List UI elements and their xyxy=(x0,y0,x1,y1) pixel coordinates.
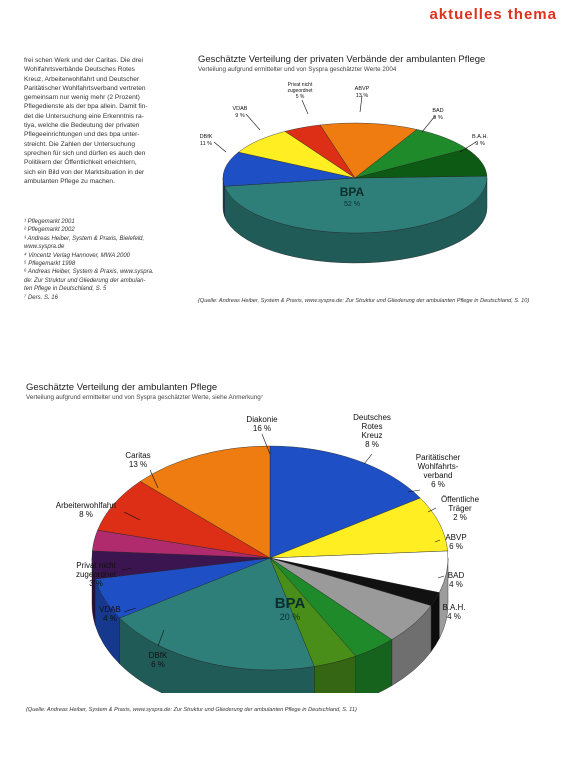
slice-label-öffentliche-träger xyxy=(441,495,480,522)
text-line: frei schen Werk und der Caritas. Die drei xyxy=(24,57,143,64)
label-line: Rotes xyxy=(361,422,383,431)
slice-label-abvp xyxy=(445,533,466,551)
label-line: Träger xyxy=(448,504,472,513)
label-line: VDAB xyxy=(99,605,121,614)
footnote: ³ Andreas Heiber, System & Praxis, Bielefeld, xyxy=(24,235,145,242)
text-line: streicht. Die Zahlen der Untersuchung xyxy=(24,140,136,148)
chart1-source: (Quelle: Andreas Heiber, System & Praxis, www.syspra.de: Zur Struktur und Gliederung der ambulanten Pflege in Deutschland, S. 10) xyxy=(198,298,530,304)
label-line: 8 % xyxy=(365,440,379,449)
label-line: 6 % xyxy=(431,480,445,489)
label-line: Diakonie xyxy=(246,415,278,424)
slice-label-vdab xyxy=(233,106,248,119)
text-line: Pflegedienste als der bpa allein. Damit fin- xyxy=(24,103,148,111)
leader-line xyxy=(364,454,372,464)
text-line: Kreuz, Arbeiterwohlfahrt und Deutscher xyxy=(24,75,140,83)
slice-label-deutsches-rotes-kreuz xyxy=(353,413,391,449)
label-line: BPA xyxy=(274,595,306,612)
label-line: DBfK xyxy=(148,651,168,660)
label-line: ABVP xyxy=(445,533,467,542)
label-line: Kreuz xyxy=(361,431,383,440)
text-line: gemeinsam nur wenig mehr (2 Prozent) xyxy=(24,94,140,102)
footnote: www.syspra.de xyxy=(24,244,65,251)
label-line: Privat nicht xyxy=(76,561,116,570)
label-line: 2 % xyxy=(453,513,467,522)
label-line: 11 % xyxy=(199,141,213,147)
label-line: 5 % xyxy=(295,94,305,100)
text-line: Wohlfahrtsverbände Deutsches Rotes xyxy=(24,66,135,74)
label-line: 6 % xyxy=(449,542,463,551)
label-line: 4 % xyxy=(449,580,463,589)
text-line: det die Untersuchung eine Erkenntnis ra- xyxy=(24,112,144,120)
text-line: Pflegeeinrichtungen und des bpa unter- xyxy=(24,131,140,139)
chart2-heading xyxy=(26,382,263,401)
chart2-title: Geschätzte Verteilung der ambulanten Pflege xyxy=(26,382,218,393)
label-line: Wohlfahrts- xyxy=(417,462,459,471)
label-line: BAD xyxy=(432,108,444,114)
slice-label-caritas xyxy=(125,451,150,469)
chart2-source: (Quelle: Andreas Heiber, System & Praxis, www.syspra.de: Zur Struktur und Gliederung der ambulanten Pflege in Deutschland, S. 11) xyxy=(26,707,357,713)
chart1-title: Geschätzte Verteilung der privaten Verbände der ambulanten Pflege xyxy=(198,54,486,65)
label-line: 13 % xyxy=(128,460,148,469)
label-line: Paritätischer xyxy=(415,453,461,462)
chart1-subtitle: Verteilung aufgrund ermittelter und von Syspra geschätzter Werte 2004 xyxy=(198,66,397,73)
label-line: BAD xyxy=(447,571,465,580)
footnote: de: Zur Struktur und Gliederung der ambulan- xyxy=(24,277,146,284)
label-line: 8 % xyxy=(79,510,93,519)
label-line: B.A.H. xyxy=(442,603,466,612)
label-line: 9 % xyxy=(235,113,245,119)
leader-line xyxy=(422,116,435,132)
slice-label-bad xyxy=(432,108,443,121)
leader-line xyxy=(246,114,260,130)
footnote: ² Pflegemarkt 2002 xyxy=(24,227,75,234)
label-line: 9 % xyxy=(475,141,485,147)
chart1-heading xyxy=(198,54,485,73)
text-line: sprechen für sich und dürfen es auch den xyxy=(24,149,146,157)
label-line: 6 % xyxy=(151,660,165,669)
label-line: Deutsches xyxy=(353,413,391,422)
slice-label-b-a-h xyxy=(472,134,488,147)
article-text xyxy=(24,56,184,186)
label-line: 20 % xyxy=(279,612,301,622)
label-line: DBfK xyxy=(199,134,213,140)
label-line: zugeordnet xyxy=(287,88,313,94)
label-line: Privat nicht xyxy=(287,82,313,88)
footnote: ⁶ Andreas Heiber, System & Praxis, www.syspra. xyxy=(24,269,154,276)
label-line: zugeordnet xyxy=(75,570,117,579)
chart1-pie xyxy=(190,78,520,298)
label-line: ABVP xyxy=(354,86,370,92)
text-line: tiya, welche die Bedeutung der privaten xyxy=(24,122,140,130)
label-line: Caritas xyxy=(125,451,151,460)
text-line: Paritätischer Wohlfahrtsverband vertreten xyxy=(24,84,146,92)
label-line: 3 % xyxy=(89,579,103,588)
label-line: 9 % xyxy=(433,115,443,121)
footnote: ⁴ Vincentz Verlag Hannover, MWA 2000 xyxy=(24,252,130,259)
slice-label-diakonie xyxy=(246,415,278,433)
text-line: ambulanten Pflege zu machen. xyxy=(24,177,115,185)
footnotes xyxy=(24,218,184,302)
leader-line xyxy=(302,100,308,114)
footnote: ¹ Pflegemarkt 2001 xyxy=(24,219,75,225)
section-title: aktuelles thema xyxy=(429,6,557,23)
label-line: verband xyxy=(423,471,453,480)
label-line: Öffentliche xyxy=(440,495,480,504)
chart2-pie xyxy=(40,408,540,693)
label-line: 52 % xyxy=(344,201,360,208)
label-line: VDAB xyxy=(232,106,248,112)
text-line: Politikern der Öffentlichkeit erleichtern, xyxy=(24,159,137,167)
label-line: BPA xyxy=(339,185,365,199)
footnote: ⁷ Ders. S. 16 xyxy=(24,294,58,301)
label-line: 4 % xyxy=(447,612,461,621)
label-line: B.A.H. xyxy=(472,134,488,140)
footnote: ten Pflege in Deutschland, S. 5 xyxy=(24,286,107,293)
label-line: Arbeiterwohlfahrt xyxy=(55,501,117,510)
chart2-subtitle: Verteilung aufgrund ermittelter und von Syspra geschätzter Werte, siehe Anmerkung⁷ xyxy=(26,394,264,401)
label-line: 4 % xyxy=(103,614,117,623)
leader-line xyxy=(214,142,226,152)
label-line: 16 % xyxy=(252,424,272,433)
slice-label-privat-nicht-zugeordnet xyxy=(287,82,313,100)
footnote: ⁵ Pflegemarkt 1998 xyxy=(24,261,76,268)
slice-label-paritätischer-wohlfahrts-verband xyxy=(416,453,461,489)
slice-label-dbfk xyxy=(200,134,213,147)
label-line: 13 % xyxy=(355,93,369,99)
text-line: sich ein Bild von der Marktsituation in der xyxy=(24,168,145,176)
slice-label-bad xyxy=(448,571,465,589)
